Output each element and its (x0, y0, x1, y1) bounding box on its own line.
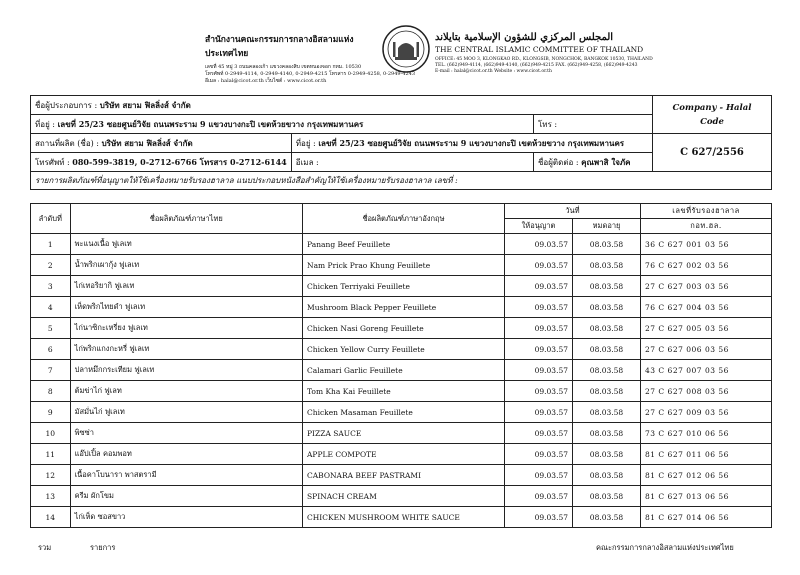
english-address-line: E-mail : halal@cicot.or.th Website : www.cicot.or.th (435, 69, 552, 74)
expire-date: 08.03.58 (573, 507, 641, 528)
english-address-line: OFFICE: 45 MOO 3, KLONGKAO RD., KLONGSIB, NONGCHOK, BANGKOK 10530, THAILAND (435, 57, 653, 62)
row-number: 1 (31, 234, 71, 255)
row-number: 6 (31, 339, 71, 360)
halal-cert-number: 81 C 627 012 06 56 (641, 465, 772, 486)
operator-value: บริษัท สยาม ฟิลลิ่งส์ จำกัด (99, 99, 191, 110)
row-number: 14 (31, 507, 71, 528)
issue-date: 09.03.57 (505, 234, 573, 255)
expire-date: 08.03.58 (573, 234, 641, 255)
product-rows (31, 234, 772, 528)
table-row (31, 465, 772, 486)
product-english-name: PIZZA SAUCE (303, 423, 505, 444)
product-english-name: Panang Beef Feuillete (303, 234, 505, 255)
plant-label: สถานที่ผลิต (ชื่อ) : (35, 138, 100, 148)
product-thai-name: ปลาหมึกกระเทียม ฟูเลเท (70, 360, 302, 381)
address-cell (31, 115, 534, 134)
product-thai-name: ไก่นาซิกะเหรี่ยง ฟูเลเท (70, 318, 302, 339)
issue-date: 09.03.57 (505, 276, 573, 297)
issue-date: 09.03.57 (505, 339, 573, 360)
table-row (31, 276, 772, 297)
col-cert-sub-header: กอท.ฮล. (641, 219, 772, 234)
row-number: 12 (31, 465, 71, 486)
product-english-name: APPLE COMPOTE (303, 444, 505, 465)
address-label: ที่อยู่ : (35, 119, 56, 129)
product-thai-name: มัสมั่นไก่ ฟูเลเท (70, 402, 302, 423)
table-row (31, 255, 772, 276)
product-thai-name: ไก่พริกแกงกะหรี่ ฟูเลเท (70, 339, 302, 360)
halal-cert-number: 27 C 627 005 03 56 (641, 318, 772, 339)
row-number: 3 (31, 276, 71, 297)
product-thai-name: พิซซ่า (70, 423, 302, 444)
issue-date: 09.03.57 (505, 507, 573, 528)
row-number: 4 (31, 297, 71, 318)
row-number: 8 (31, 381, 71, 402)
company-code: C 627/2556 (653, 134, 772, 172)
table-row (31, 423, 772, 444)
halal-cert-number: 27 C 627 008 03 56 (641, 381, 772, 402)
row-number: 9 (31, 402, 71, 423)
address-value: เลขที่ 25/23 ซอยศูนย์วิจัย ถนนพระราม 9 แขวงบางกะปิ เขตห้วยขวาง กรุงเทพมหานคร (57, 118, 364, 129)
table-row (31, 297, 772, 318)
expire-date: 08.03.58 (573, 444, 641, 465)
thai-org-name: สำนักงานคณะกรรมการกลางอิสลามแห่งประเทศไทย (205, 35, 354, 59)
product-thai-name: ไก่เห็ด ซอสขาว (70, 507, 302, 528)
phone-cell (31, 153, 292, 172)
mosque-seal-icon (381, 24, 431, 74)
product-thai-name: เนื้อคาโบนารา พาสตรามี (70, 465, 302, 486)
table-row (31, 402, 772, 423)
product-thai-name: เห็ดพริกไทยดำ ฟูเลเท (70, 297, 302, 318)
table-row (31, 360, 772, 381)
row-number: 5 (31, 318, 71, 339)
issue-date: 09.03.57 (505, 318, 573, 339)
plant-address-value: เลขที่ 25/23 ซอยศูนย์วิจัย ถนนพระราม 9 แขวงบางกะปิ เขตห้วยขวาง กรุงเทพมหานคร (318, 137, 625, 148)
table-row (31, 486, 772, 507)
product-english-name: Chicken Nasi Goreng Feuillete (303, 318, 505, 339)
product-thai-name: ไก่เทอริยากิ ฟูเลเท (70, 276, 302, 297)
letterhead (0, 22, 800, 94)
plant-cell (31, 134, 292, 153)
footer-org-name: คณะกรรมการกลางอิสลามแห่งประเทศไทย (596, 543, 734, 552)
issue-date: 09.03.57 (505, 423, 573, 444)
thai-address-line: เลขที่ 45 หมู่ 3 ถนนคลองเก้า แขวงคลองสิบ เขตหนองจอก กทม. 10530 (205, 64, 362, 70)
halal-cert-number: 73 C 627 010 06 56 (641, 423, 772, 444)
halal-cert-number: 81 C 627 011 06 56 (641, 444, 772, 465)
company-code-label: Company - Halal (672, 102, 752, 113)
plant-address-cell (291, 134, 652, 153)
table-row (31, 339, 772, 360)
product-thai-name: พะแนงเนื้อ ฟูเลเท (70, 234, 302, 255)
email-label: อีเมล : (295, 157, 319, 167)
table-row (31, 444, 772, 465)
table-row (31, 381, 772, 402)
email-cell (291, 153, 533, 172)
product-english-name: Chicken Yellow Curry Feuillete (303, 339, 505, 360)
row-number: 13 (31, 486, 71, 507)
product-english-name: Nam Prick Prao Khung Feuillete (303, 255, 505, 276)
halal-cert-number: 27 C 627 009 03 56 (641, 402, 772, 423)
table-row (31, 507, 772, 528)
items-label: รายการ (90, 543, 116, 552)
product-english-name: Mushroom Black Pepper Feuillete (303, 297, 505, 318)
thai-address-line: โทรศัพท์ 0-2949-4114, 0-2949-4140, 0-2949-4215 โทรสาร 0-2949-4258, 0-2949-4243 (205, 71, 415, 77)
thai-address-line: อีเมล : halal@cicot.or.th เว็บไซต์ : www.cicot.or.th (205, 78, 327, 84)
english-address-line: TEL. (662)949-4114, (662)949-4140, (662)949-4215 FAX. (662)949-4258, (662)949-4243 (435, 63, 638, 68)
expire-date: 08.03.58 (573, 297, 641, 318)
product-english-name: Calamari Garlic Feuillete (303, 360, 505, 381)
halal-cert-number: 76 C 627 002 03 56 (641, 255, 772, 276)
arabic-org-name: المجلس المركزي للشؤون الإسلامية بتايلاند (435, 32, 614, 43)
phone-label: โทรศัพท์ : (35, 157, 70, 167)
halal-cert-number: 43 C 627 007 03 56 (641, 360, 772, 381)
english-org-block (435, 32, 653, 75)
product-english-name: Chicken Terriyaki Feuillete (303, 276, 505, 297)
col-issue-header: ให้อนุญาต (505, 219, 573, 234)
expire-date: 08.03.58 (573, 381, 641, 402)
issue-date: 09.03.57 (505, 360, 573, 381)
product-thai-name: แอ๊ปเปิ้ล คอมพอท (70, 444, 302, 465)
contact-value: คุณพาสิ ใจภัค (581, 156, 631, 167)
issue-date: 09.03.57 (505, 444, 573, 465)
halal-cert-number: 36 C 627 001 03 56 (641, 234, 772, 255)
col-date-header: วันที่ (505, 204, 641, 219)
table-row (31, 234, 772, 255)
product-english-name: Tom Kha Kai Feuillete (303, 381, 505, 402)
plant-address-label: ที่อยู่ : (295, 138, 316, 148)
col-en-header: ชื่อผลิตภัณฑ์ภาษาอังกฤษ (303, 204, 505, 234)
contact-cell (534, 153, 653, 172)
description-line: รายการผลิตภัณฑ์ที่อนุญาตให้ใช้เครื่องหมายรับรองฮาลาล แนบประกอบหนังสือสำคัญให้ใช้เครื่องหมายรับรองฮาลาล เลขที่ : (31, 172, 772, 190)
product-english-name: CHICKEN MUSHROOM WHITE SAUCE (303, 507, 505, 528)
halal-cert-number: 27 C 627 003 03 56 (641, 276, 772, 297)
product-thai-name: ครีม ผักโขม (70, 486, 302, 507)
english-org-name: THE CENTRAL ISLAMIC COMMITTEE OF THAILAND (435, 45, 644, 54)
company-code-label-cell (653, 96, 772, 134)
expire-date: 08.03.58 (573, 318, 641, 339)
product-english-name: CABONARA BEEF PASTRAMI (303, 465, 505, 486)
thai-org-block (205, 32, 415, 85)
row-number: 7 (31, 360, 71, 381)
total-label: รวม (38, 543, 52, 552)
issue-date: 09.03.57 (505, 465, 573, 486)
halal-cert-number: 81 C 627 014 06 56 (641, 507, 772, 528)
company-code-label: Code (700, 116, 724, 127)
product-english-name: SPINACH CREAM (303, 486, 505, 507)
col-thai-header: ชื่อผลิตภัณฑ์ภาษาไทย (70, 204, 302, 234)
expire-date: 08.03.58 (573, 276, 641, 297)
issue-date: 09.03.57 (505, 255, 573, 276)
plant-value: บริษัท สยาม ฟิลลิ่งส์ จำกัด (101, 137, 193, 148)
table-row (31, 318, 772, 339)
halal-cert-number: 81 C 627 013 06 56 (641, 486, 772, 507)
row-number: 11 (31, 444, 71, 465)
row-number: 2 (31, 255, 71, 276)
product-table (30, 203, 772, 528)
fax-cell (534, 115, 653, 134)
expire-date: 08.03.58 (573, 423, 641, 444)
expire-date: 08.03.58 (573, 360, 641, 381)
contact-label: ชื่อผู้ติดต่อ : (538, 157, 579, 167)
expire-date: 08.03.58 (573, 486, 641, 507)
product-thai-name: น้ำพริกเผากุ้ง ฟูเลเท (70, 255, 302, 276)
product-thai-name: ต้มข่าไก่ ฟูเลท (70, 381, 302, 402)
operator-cell (31, 96, 653, 115)
issue-date: 09.03.57 (505, 297, 573, 318)
col-expire-header: หมดอายุ (573, 219, 641, 234)
col-no-header: ลำดับที่ (31, 204, 71, 234)
issue-date: 09.03.57 (505, 486, 573, 507)
fax-label: โทร : (538, 119, 558, 129)
halal-cert-number: 27 C 627 006 03 56 (641, 339, 772, 360)
expire-date: 08.03.58 (573, 402, 641, 423)
company-info-table (30, 95, 772, 190)
row-number: 10 (31, 423, 71, 444)
halal-cert-number: 76 C 627 004 03 56 (641, 297, 772, 318)
col-cert-header: เลขที่รับรองฮาลาล (641, 204, 772, 219)
issue-date: 09.03.57 (505, 402, 573, 423)
expire-date: 08.03.58 (573, 465, 641, 486)
issue-date: 09.03.57 (505, 381, 573, 402)
phone-value: 080-599-3819, 0-2712-6766 โทรสาร 0-2712-6144 (72, 156, 287, 167)
operator-label: ชื่อผู้ประกอบการ : (35, 100, 98, 110)
expire-date: 08.03.58 (573, 255, 641, 276)
product-english-name: Chicken Masaman Feuillete (303, 402, 505, 423)
expire-date: 08.03.58 (573, 339, 641, 360)
